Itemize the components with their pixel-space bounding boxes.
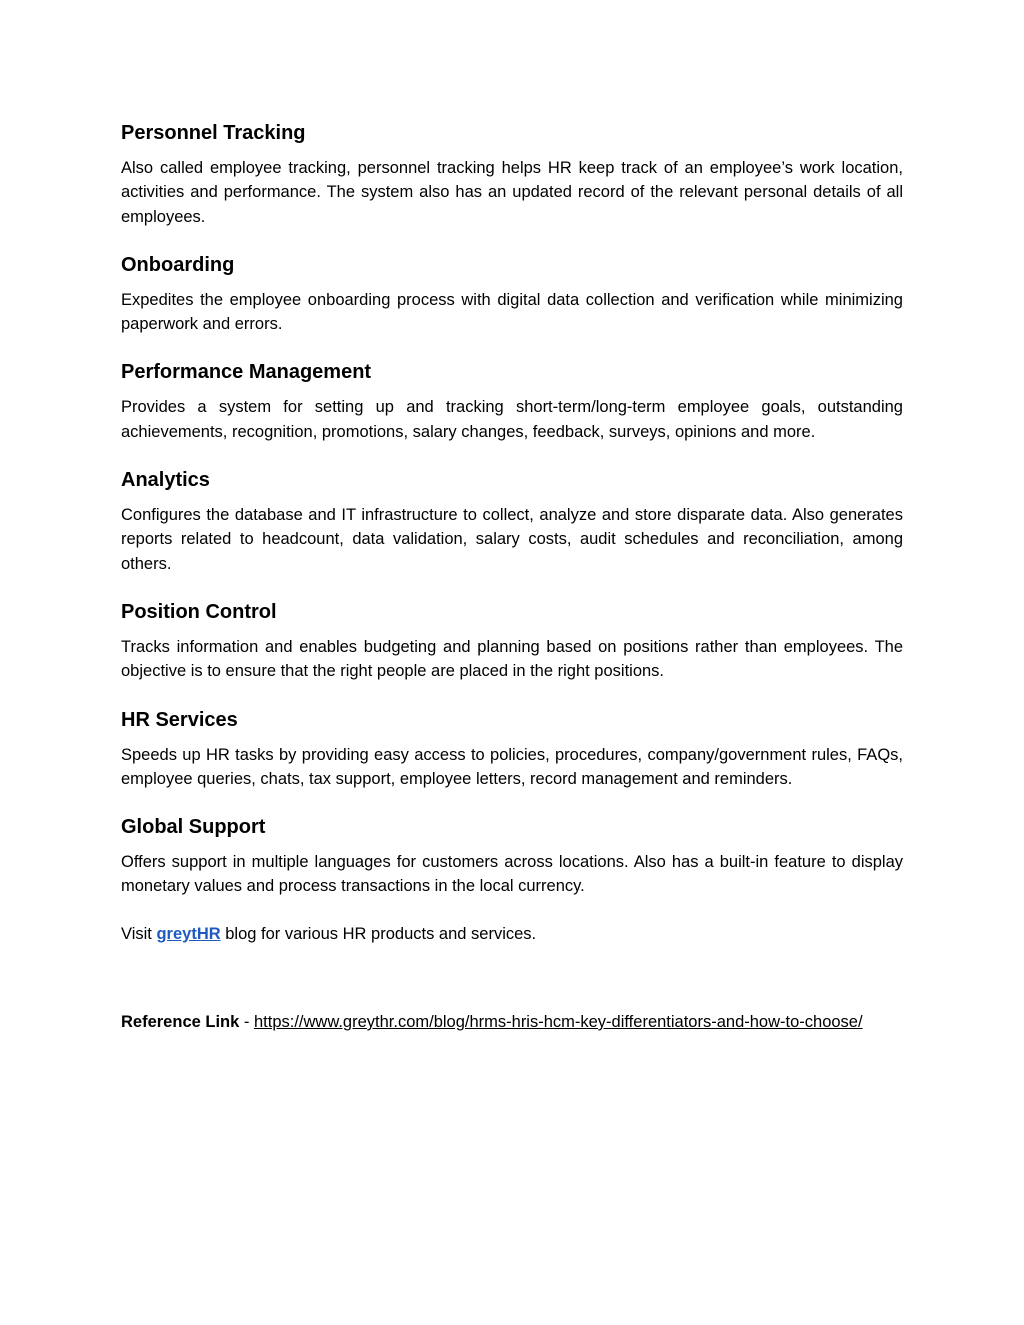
section-body: Tracks information and enables budgeting and planning based on positions rather than employees. The objective is to ensure that the right people are placed in the right positions. [121, 637, 903, 681]
section-body: Offers support in multiple languages for customers across locations. Also has a built-in feature to display monetary values and process transactions in the local currency. [121, 853, 903, 896]
visit-prefix: Visit [121, 924, 157, 943]
section-heading: Performance Management [121, 361, 372, 384]
visit-suffix: blog for various HR products and services. [220, 924, 537, 943]
section-hr-services [121, 707, 903, 792]
reference-url-link[interactable]: https://www.greythr.com/blog/hrms-hris-hcm-key-differentiators-and-how-to-choose/ [253, 1013, 863, 1032]
section-heading: Analytics [121, 469, 210, 492]
section-global-support [121, 814, 903, 899]
section-heading: Onboarding [121, 253, 235, 276]
section-performance-management [121, 359, 903, 444]
section-heading: Personnel Tracking [121, 122, 306, 144]
visit-line [121, 922, 903, 946]
reference-label: Reference Link [121, 1013, 240, 1032]
greythr-link[interactable]: greytHR [156, 924, 221, 943]
document-page [121, 120, 903, 1034]
section-body: Provides a system for setting up and tracking short-term/long-term employee goals, outstanding achievements, recognition, promotions, salary changes, feedback, surveys, opinions and more. [121, 398, 903, 441]
reference-line [121, 1010, 903, 1034]
section-body: Speeds up HR tasks by providing easy access to policies, procedures, company/government rules, FAQs, employee queries, chats, tax support, employee letters, record management and reminders. [121, 745, 903, 788]
reference-separator: - [239, 1013, 254, 1032]
section-heading: Global Support [121, 816, 266, 839]
section-position-control [121, 599, 903, 684]
section-personnel-tracking [121, 120, 903, 229]
section-onboarding [121, 252, 903, 337]
section-body: Configures the database and IT infrastructure to collect, analyze and store disparate data. Also generates reports related to headcount, data validation, salary costs, audit schedules and reconciliation, among others. [121, 506, 903, 573]
section-heading: HR Services [121, 708, 238, 731]
section-analytics [121, 467, 903, 576]
section-body: Also called employee tracking, personnel tracking helps HR keep track of an employee’s work location, activities and performance. The system also has an updated record of the relevant personal details of all employees. [121, 159, 903, 226]
section-heading: Position Control [121, 600, 277, 623]
section-body: Expedites the employee onboarding process with digital data collection and verification while minimizing paperwork and errors. [121, 290, 903, 334]
